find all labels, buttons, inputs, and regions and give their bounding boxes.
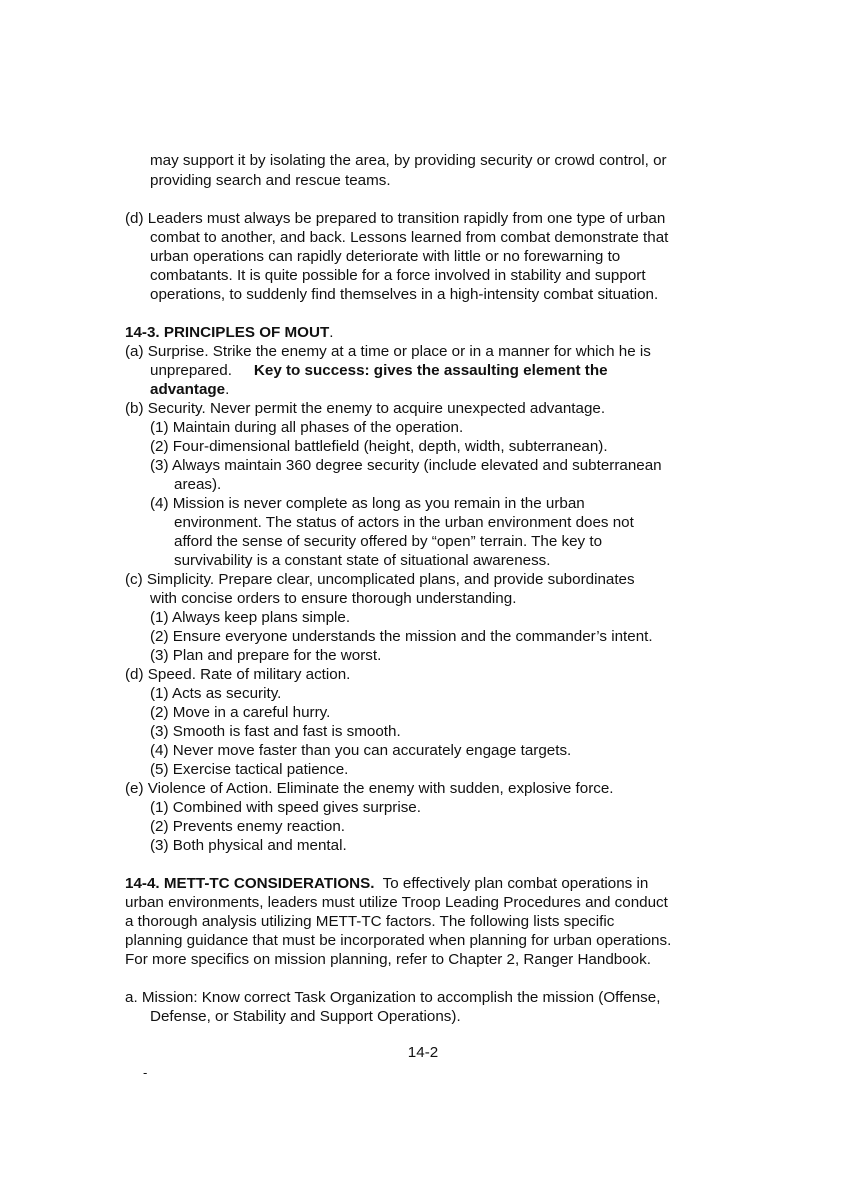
intro-line: providing search and rescue teams. bbox=[150, 172, 391, 189]
simplicity-item: (2) Ensure everyone understands the mission and the commander’s intent. bbox=[150, 628, 653, 645]
para-d-line: operations, to suddenly find themselves in a high-intensity combat situation. bbox=[150, 286, 659, 303]
speed-item: (5) Exercise tactical patience. bbox=[150, 761, 349, 778]
footer-mark: - bbox=[143, 1065, 148, 1080]
para-d-line: (d) Leaders must always be prepared to transition rapidly from one type of urban bbox=[125, 210, 666, 227]
para-d-line: combatants. It is quite possible for a force involved in stability and support bbox=[150, 267, 646, 284]
section-heading-14-3 bbox=[125, 323, 333, 342]
mission-item-cont: Defense, or Stability and Support Operations). bbox=[150, 1008, 461, 1025]
heading-period: . bbox=[329, 324, 334, 341]
mett-tc-line: planning guidance that must be incorporated when planning for urban operations. bbox=[125, 932, 672, 949]
heading-text: 14-4. METT-TC CONSIDERATIONS. bbox=[125, 875, 375, 892]
violence-item: (1) Combined with speed gives surprise. bbox=[150, 799, 421, 816]
principle-simplicity-cont: with concise orders to ensure thorough understanding. bbox=[150, 590, 517, 607]
key-to-success: Key to success: gives the assaulting element the bbox=[253, 362, 608, 379]
speed-item: (1) Acts as security. bbox=[150, 685, 282, 702]
principle-security: (b) Security. Never permit the enemy to acquire unexpected advantage. bbox=[125, 400, 606, 417]
intro-line: may support it by isolating the area, by providing security or crowd control, or bbox=[150, 152, 667, 169]
simplicity-item: (3) Plan and prepare for the worst. bbox=[150, 647, 382, 664]
violence-item: (2) Prevents enemy reaction. bbox=[150, 818, 345, 835]
mett-tc-line: urban environments, leaders must utilize Troop Leading Procedures and conduct bbox=[125, 894, 668, 911]
principle-speed: (d) Speed. Rate of military action. bbox=[125, 666, 351, 683]
surprise-text: unprepared. bbox=[150, 362, 232, 379]
mett-tc-line: For more specifics on mission planning, refer to Chapter 2, Ranger Handbook. bbox=[125, 951, 651, 968]
principle-surprise: (a) Surprise. Strike the enemy at a time or place or in a manner for which he is bbox=[125, 343, 651, 360]
security-item-cont: afford the sense of security offered by “open” terrain. The key to bbox=[174, 533, 603, 550]
security-item-cont: environment. The status of actors in the urban environment does not bbox=[174, 514, 634, 531]
heading-text: 14-3. PRINCIPLES OF MOUT bbox=[125, 324, 330, 341]
security-item: (3) Always maintain 360 degree security (include elevated and subterranean bbox=[150, 457, 662, 474]
principle-surprise-cont bbox=[150, 361, 608, 380]
advantage-period: . bbox=[225, 381, 230, 398]
security-item: (2) Four-dimensional battlefield (height, depth, width, subterranean). bbox=[150, 438, 608, 455]
simplicity-item: (1) Always keep plans simple. bbox=[150, 609, 351, 626]
security-item: (1) Maintain during all phases of the operation. bbox=[150, 419, 464, 436]
security-item: (4) Mission is never complete as long as you remain in the urban bbox=[150, 495, 585, 512]
mett-tc-line: a thorough analysis utilizing METT-TC factors. The following lists specific bbox=[125, 913, 615, 930]
violence-item: (3) Both physical and mental. bbox=[150, 837, 347, 854]
mission-item: a. Mission: Know correct Task Organization to accomplish the mission (Offense, bbox=[125, 989, 661, 1006]
para-d-line: urban operations can rapidly deteriorate with little or no forewarning to bbox=[150, 248, 621, 265]
page-number: 14-2 bbox=[407, 1044, 439, 1061]
speed-item: (4) Never move faster than you can accurately engage targets. bbox=[150, 742, 572, 759]
heading-rest: To effectively plan combat operations in bbox=[374, 875, 649, 892]
principle-simplicity: (c) Simplicity. Prepare clear, uncomplicated plans, and provide subordinates bbox=[125, 571, 635, 588]
principle-violence: (e) Violence of Action. Eliminate the enemy with sudden, explosive force. bbox=[125, 780, 614, 797]
security-item-cont: areas). bbox=[174, 476, 222, 493]
para-d-line: combat to another, and back. Lessons learned from combat demonstrate that bbox=[150, 229, 669, 246]
advantage-text: advantage bbox=[150, 381, 226, 398]
speed-item: (3) Smooth is fast and fast is smooth. bbox=[150, 723, 401, 740]
security-item-cont: survivability is a constant state of situational awareness. bbox=[174, 552, 551, 569]
principle-surprise-end bbox=[150, 380, 229, 399]
speed-item: (2) Move in a careful hurry. bbox=[150, 704, 331, 721]
section-heading-14-4 bbox=[125, 874, 648, 893]
